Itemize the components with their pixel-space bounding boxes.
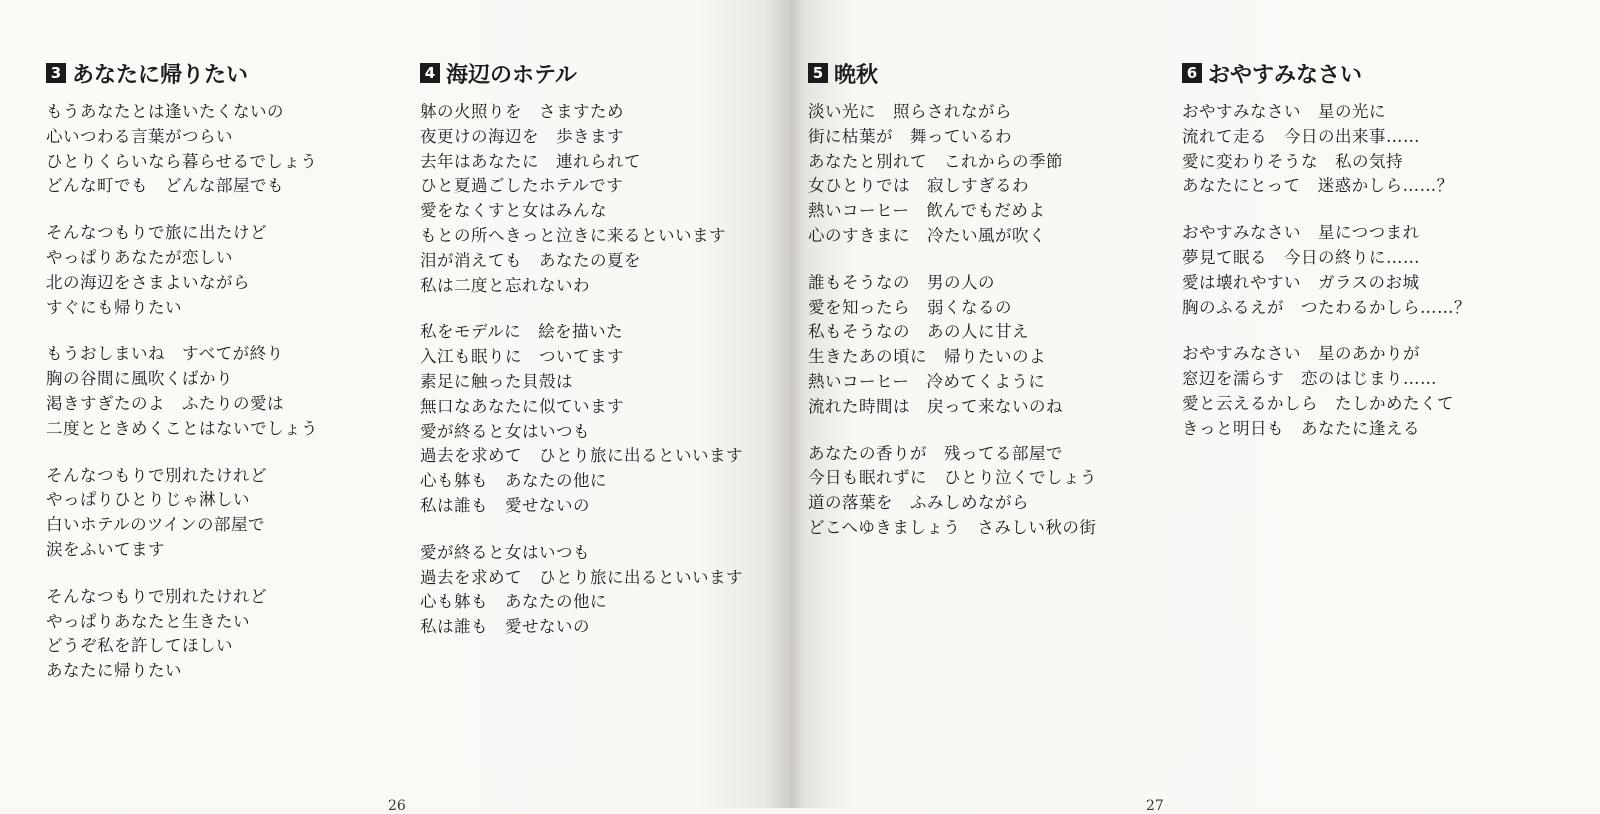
lyric-line: ひとりくらいなら暮らせるでしょう xyxy=(46,151,318,171)
song-title-text: 海辺のホテル xyxy=(446,61,577,88)
lyric-line: 今日も眠れずに ひとり泣くでしょう xyxy=(808,468,1097,488)
lyric-line: 熱いコーヒー 冷めてくように xyxy=(808,371,1046,391)
song-title-text: おやすみなさい xyxy=(1208,61,1363,88)
lyric-line: 泪が消えても あなたの夏を xyxy=(420,250,641,270)
lyric-line: 白いホテルのツインの部屋で xyxy=(46,515,266,535)
stanza xyxy=(46,342,318,441)
lyric-line: おやすみなさい 星のあかりが xyxy=(1182,344,1420,364)
song-4-lyrics xyxy=(420,58,743,662)
lyric-line: 流れて走る 今日の出来事…… xyxy=(1182,126,1420,146)
lyric-line: あなたの香りが 残ってる部屋で xyxy=(808,443,1063,463)
lyric-line: 胸の谷間に風吹くばかり xyxy=(46,369,233,389)
lyric-line: 愛は壊れやすい ガラスのお城 xyxy=(1182,272,1420,292)
lyric-line: あなたに帰りたい xyxy=(46,661,182,681)
song-3-lyrics xyxy=(46,58,318,706)
lyric-line: もうおしまいね すべてが終り xyxy=(46,344,284,364)
lyric-line: 窓辺を濡らす 恋のはじまり…… xyxy=(1182,369,1437,389)
song-title xyxy=(46,58,318,88)
lyric-line: 淡い光に 照らされながら xyxy=(808,102,1012,121)
lyric-line: 流れた時間は 戻って来ないのね xyxy=(808,396,1063,416)
lyric-line: どうぞ私を許してほしい xyxy=(46,636,233,656)
lyric-line: 二度とときめくことはないでしょう xyxy=(46,418,318,438)
song-title xyxy=(808,58,1097,88)
lyric-line: 私をモデルに 絵を描いた xyxy=(420,322,624,342)
lyric-line: やっぱりあなたと生きたい xyxy=(46,611,250,631)
stanza xyxy=(420,541,743,640)
stanza xyxy=(808,442,1097,541)
lyric-line: やっぱりあなたが恋しい xyxy=(46,247,233,267)
lyric-line: 生きたあの頃に 帰りたいのよ xyxy=(808,347,1046,367)
stanza xyxy=(808,271,1097,420)
lyric-line: 女ひとりでは 寂しすぎるわ xyxy=(808,176,1029,196)
lyric-line: 夜更けの海辺を 歩きます xyxy=(420,126,624,146)
track-number-badge: 5 xyxy=(808,63,828,83)
lyric-line: どんな町でも どんな部屋でも xyxy=(46,176,284,196)
lyric-line: もうあなたとは逢いたくないの xyxy=(46,102,284,121)
right-page xyxy=(790,0,1600,814)
lyric-line: 愛をなくすと女はみんな xyxy=(420,201,607,221)
lyric-line: 愛が終ると女はいつも xyxy=(420,421,590,441)
lyric-line: 心も躰も あなたの他に xyxy=(420,592,607,612)
lyric-line: どこへゆきましょう さみしい秋の街 xyxy=(808,517,1097,537)
left-page xyxy=(0,0,790,814)
lyric-line: 愛が終ると女はいつも xyxy=(420,542,590,562)
lyric-line: 愛を知ったら 弱くなるの xyxy=(808,297,1012,317)
page-number-left: 26 xyxy=(388,798,406,814)
lyric-line: 渇きすぎたのよ ふたりの愛は xyxy=(46,393,284,413)
lyric-line: 心のすきまに 冷たい風が吹く xyxy=(808,225,1046,245)
stanza xyxy=(420,100,743,298)
lyric-line: 無口なあなたに似ています xyxy=(420,396,624,416)
lyric-line: 心いつわる言葉がつらい xyxy=(46,126,233,146)
lyric-line: 愛に変わりそうな 私の気持 xyxy=(1182,151,1403,171)
track-number-badge: 3 xyxy=(46,63,66,83)
lyric-line: 過去を求めて ひとり旅に出るといいます xyxy=(420,446,743,466)
lyric-line: 私は誰も 愛せないの xyxy=(420,495,590,515)
lyric-line: もとの所へきっと泣きに来るといいます xyxy=(420,225,726,245)
lyric-line: 私もそうなの あの人に甘え xyxy=(808,322,1029,342)
song-title-text: 晩秋 xyxy=(834,61,879,88)
lyric-line: 私は誰も 愛せないの xyxy=(420,617,590,637)
stanza xyxy=(46,585,318,684)
song-5-lyrics xyxy=(808,58,1097,563)
lyric-line: あなたと別れて これからの季節 xyxy=(808,151,1063,171)
lyric-line: 去年はあなたに 連れられて xyxy=(420,151,641,171)
stanza xyxy=(1182,221,1471,320)
lyric-line: やっぱりひとりじゃ淋しい xyxy=(46,490,250,510)
lyric-line: 私は二度と忘れないわ xyxy=(420,275,590,295)
track-number-badge: 4 xyxy=(420,63,440,83)
lyric-line: 道の落葉を ふみしめながら xyxy=(808,493,1029,513)
stanza xyxy=(46,221,318,320)
lyric-line: 胸のふるえが つたわるかしら……？ xyxy=(1182,297,1471,317)
song-title xyxy=(420,58,743,88)
lyric-line: 入江も眠りに ついてます xyxy=(420,347,624,367)
stanza xyxy=(1182,100,1471,199)
lyric-line: そんなつもりで別れたけれど xyxy=(46,586,267,606)
lyric-line: そんなつもりで別れたけれど xyxy=(46,465,267,485)
lyric-line: 愛と云えるかしら たしかめたくて xyxy=(1182,393,1454,413)
lyric-line: 北の海辺をさまよいながら xyxy=(46,272,250,292)
lyric-line: 誰もそうなの 男の人の xyxy=(808,272,995,292)
stanza xyxy=(1182,342,1471,441)
song-title xyxy=(1182,58,1471,88)
lyric-line: 心も躰も あなたの他に xyxy=(420,471,607,491)
lyric-line: 夢見て眠る 今日の終りに…… xyxy=(1182,247,1420,267)
lyric-line: 街に枯葉が 舞っているわ xyxy=(808,126,1012,146)
lyric-line: そんなつもりで旅に出たけど xyxy=(46,223,267,243)
stanza xyxy=(46,100,318,199)
lyric-line: 過去を求めて ひとり旅に出るといいます xyxy=(420,567,743,587)
lyric-line: ひと夏過ごしたホテルです xyxy=(420,176,624,196)
stanza xyxy=(46,464,318,563)
lyric-line: 躰の火照りを さますため xyxy=(420,102,624,121)
lyric-line: すぐにも帰りたい xyxy=(46,297,182,317)
lyric-line: きっと明日も あなたに逢える xyxy=(1182,418,1420,438)
lyric-line: 涙をふいてます xyxy=(46,539,165,559)
lyric-line: おやすみなさい 星の光に xyxy=(1182,102,1386,121)
stanza xyxy=(420,320,743,518)
song-6-lyrics xyxy=(1182,58,1471,464)
song-title-text: あなたに帰りたい xyxy=(72,61,249,88)
lyric-line: あなたにとって 迷惑かしら……？ xyxy=(1182,176,1454,196)
lyric-line: 熱いコーヒー 飲んでもだめよ xyxy=(808,201,1046,221)
page-number-right: 27 xyxy=(1146,798,1164,814)
lyric-line: 素足に触った貝殻は xyxy=(420,371,573,391)
stanza xyxy=(808,100,1097,249)
track-number-badge: 6 xyxy=(1182,63,1202,83)
lyric-line: おやすみなさい 星につつまれ xyxy=(1182,223,1420,243)
